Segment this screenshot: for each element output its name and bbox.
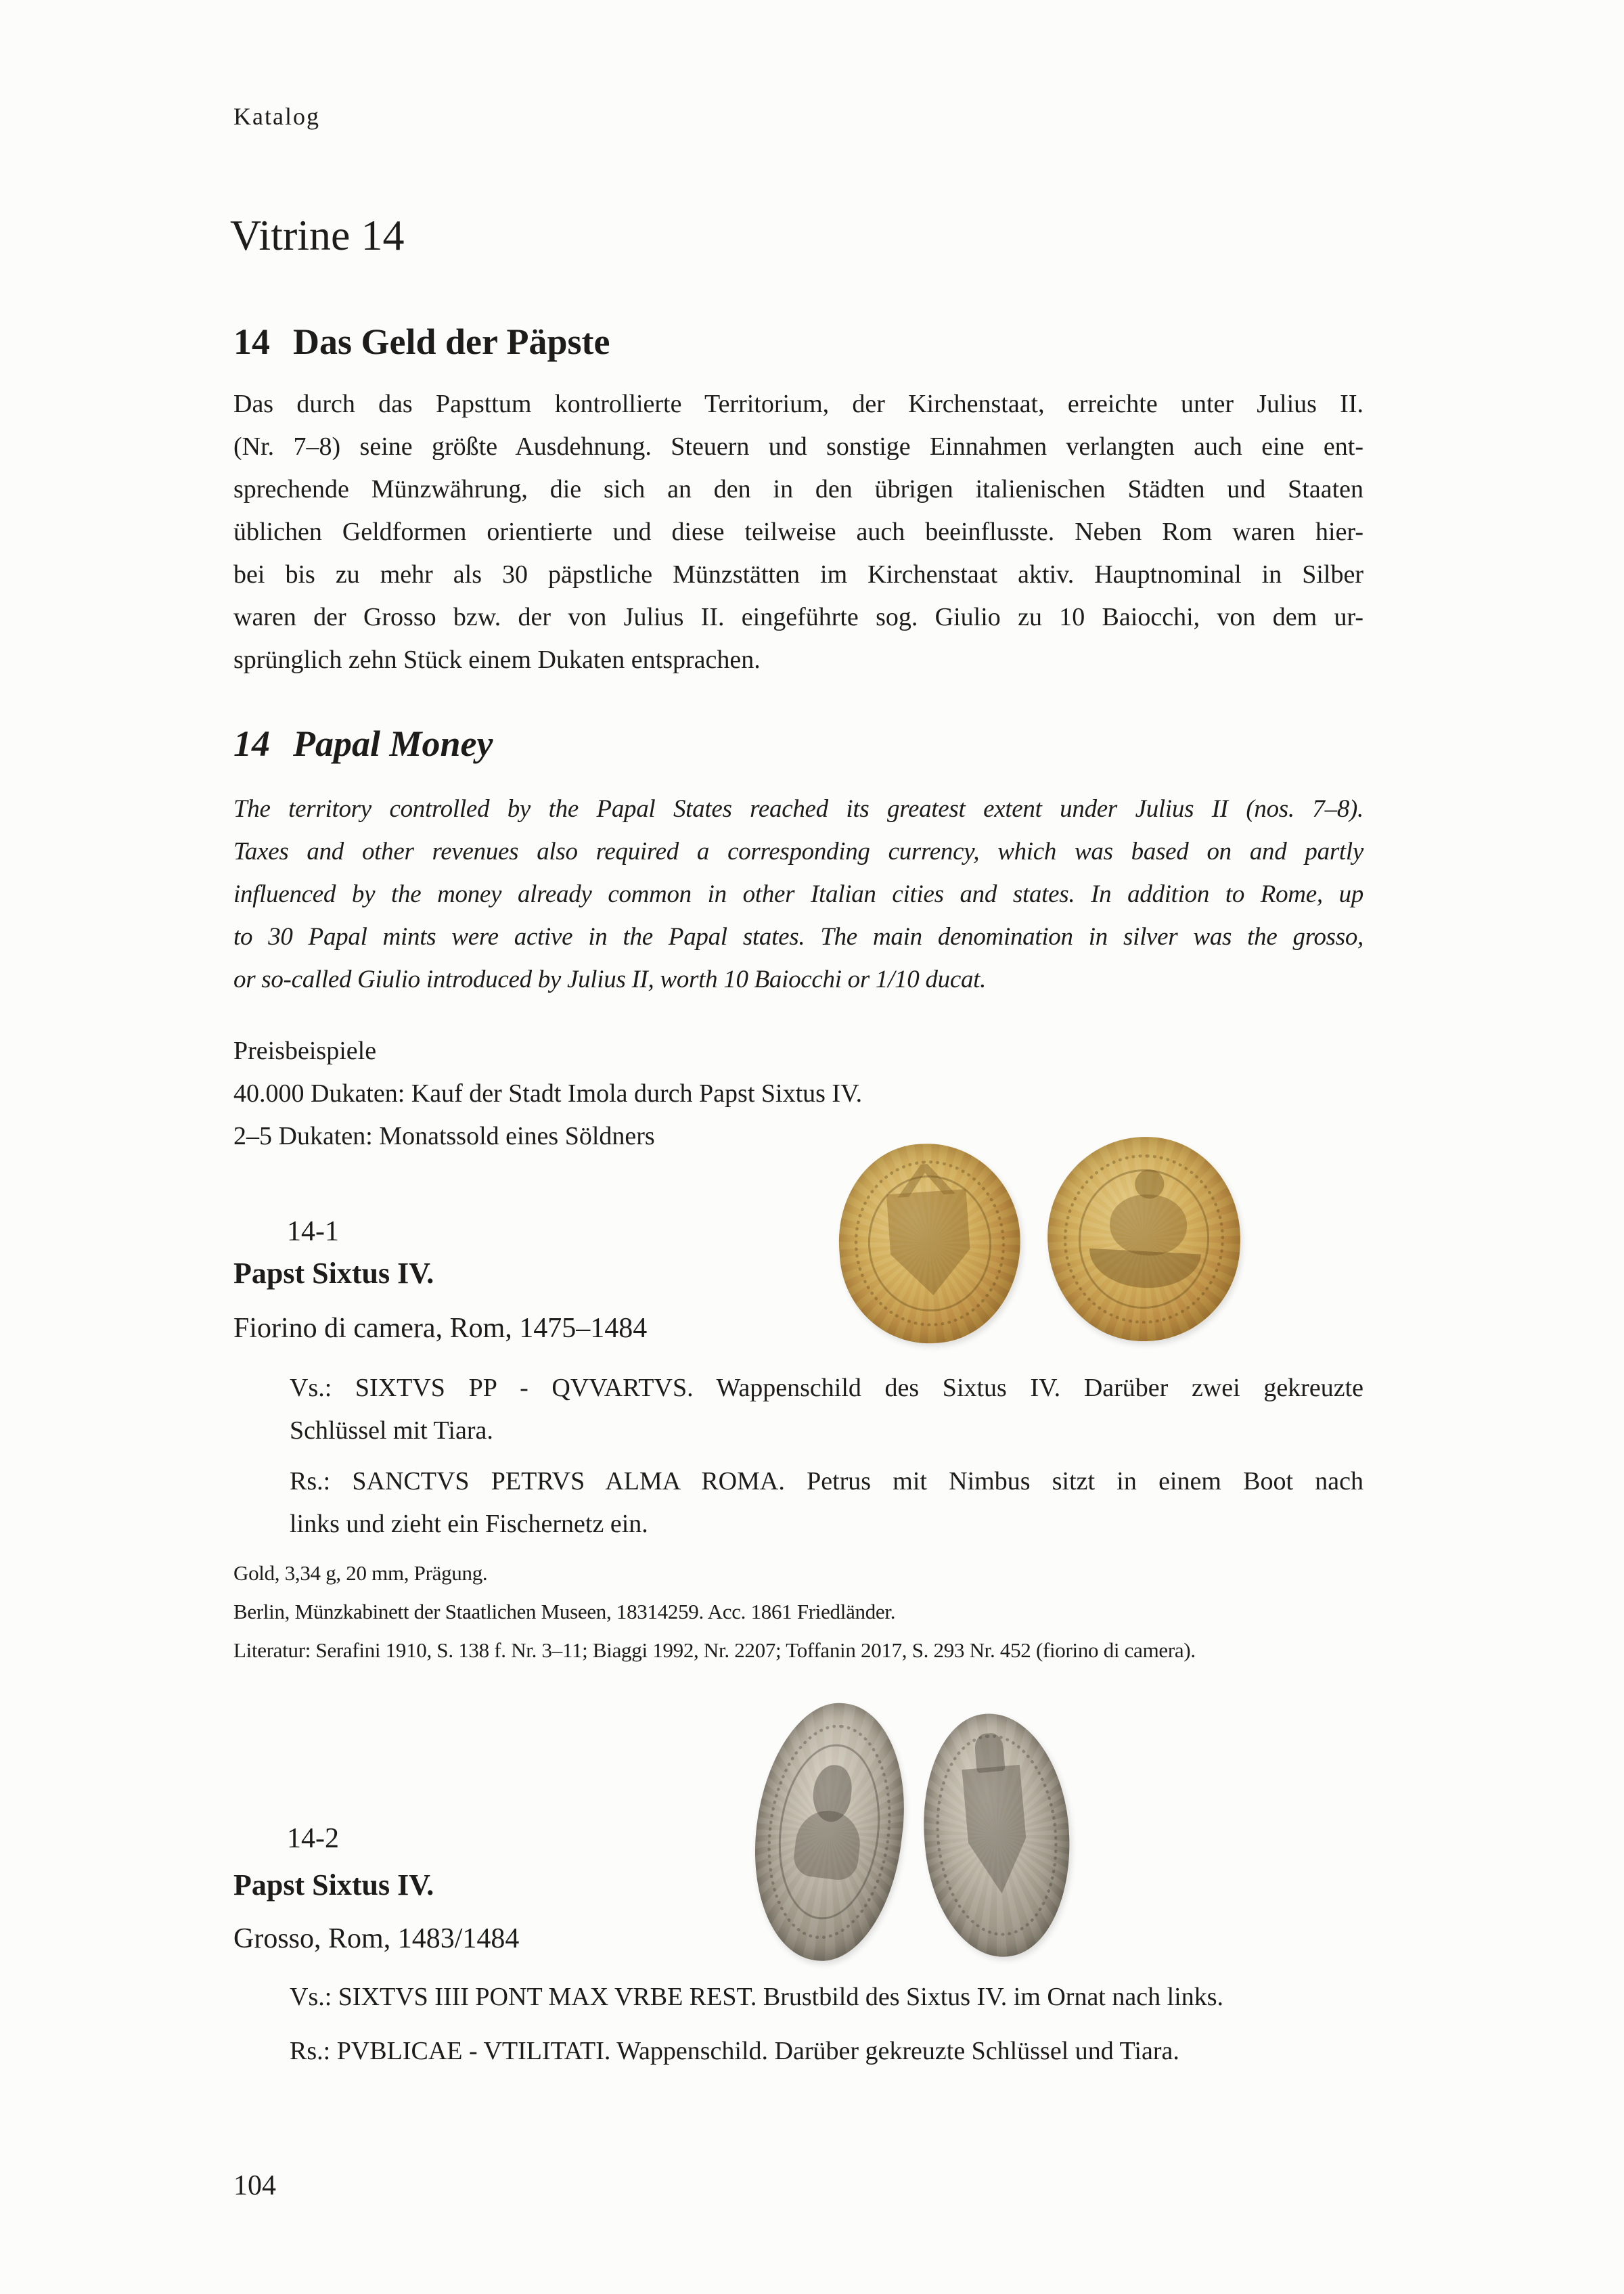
entry-14-2-reverse: [290, 2030, 1179, 2073]
entry-title-14-2: Papst Sixtus IV.: [233, 1868, 434, 1902]
entry-subtitle-14-1: Fiorino di camera, Rom, 1475–1484: [233, 1313, 648, 1344]
silver-coin-obverse-photo: [742, 1694, 918, 1969]
detail-line: Literatur: Serafini 1910, S. 138 f. Nr. 3–11; Biaggi 1992, Nr. 2207; Toffanin 2017, S. 293 Nr. 452 (fiorino di camera).: [233, 1638, 1196, 1662]
text-line: to 30 Papal mints were active in the Papal states. The main denomination in silver was the grosso,: [233, 923, 1363, 951]
text-line: Taxes and other revenues also required a corresponding currency, which was based on and partly: [233, 838, 1363, 865]
text-line: Schlüssel mit Tiara.: [290, 1416, 493, 1445]
section-heading-en: [233, 723, 493, 765]
section-heading-de: [233, 321, 610, 363]
text-line: Vs.: SIXTVS PP - QVVARTVS. Wappenschild des Sixtus IV. Darüber zwei gekreuzte: [290, 1374, 1363, 1402]
text-line: Rs.: SANCTVS PETRVS ALMA ROMA. Petrus mit Nimbus sitzt in einem Boot nach: [290, 1467, 1363, 1495]
text-line: sprechende Münzwährung, die sich an den in den übrigen italienischen Städten und Staaten: [233, 475, 1363, 503]
entry-number-14-2: 14-2: [287, 1823, 339, 1854]
entry-number-14-1: 14-1: [287, 1216, 339, 1247]
entry-14-2-obverse: [290, 1976, 1223, 2019]
text-line: influenced by the money already common in other Italian cities and states. In addition to Rome, up: [233, 880, 1363, 908]
price-example-line: 2–5 Dukaten: Monatssold eines Söldners: [233, 1122, 655, 1150]
chapter-title: Vitrine 14: [230, 211, 405, 259]
entry-subtitle-14-2: Grosso, Rom, 1483/1484: [233, 1923, 520, 1954]
text-line: waren der Grosso bzw. der von Julius II. eingeführte sog. Giulio zu 10 Baiocchi, von dem ur-: [233, 603, 1363, 631]
price-examples-heading: Preisbeispiele: [233, 1037, 377, 1065]
coin-photos-14-1: [839, 1137, 1245, 1353]
gold-coin-obverse-photo: [832, 1138, 1027, 1349]
entry-14-1-details: [233, 1554, 1196, 1669]
entry-title-14-1: Papst Sixtus IV.: [233, 1257, 434, 1290]
silver-coin-reverse-photo: [914, 1707, 1080, 1962]
section-title-de: Das Geld der Päpste: [293, 321, 610, 362]
detail-line: Berlin, Münzkabinett der Staatlichen Museen, 18314259. Acc. 1861 Friedländer.: [233, 1600, 896, 1623]
text-line: Das durch das Papsttum kontrollierte Territorium, der Kirchenstaat, erreichte unter Julius II.: [233, 390, 1363, 418]
entry-14-1-reverse: [290, 1460, 1363, 1546]
coin-photos-14-2: [757, 1697, 1075, 1968]
running-head: Katalog: [233, 103, 320, 130]
section-number-en: 14: [233, 723, 270, 764]
page-number: 104: [233, 2170, 276, 2201]
text-line: links und zieht ein Fischernetz ein.: [290, 1510, 648, 1538]
price-example-line: 40.000 Dukaten: Kauf der Stadt Imola durch Papst Sixtus IV.: [233, 1079, 863, 1108]
paragraph-en: [233, 788, 1363, 1001]
text-line: The territory controlled by the Papal States reached its greatest extent under Julius II (nos. 7–8).: [233, 795, 1363, 823]
detail-line: Gold, 3,34 g, 20 mm, Prägung.: [233, 1561, 488, 1585]
text-line: Vs.: SIXTVS IIII PONT MAX VRBE REST. Brustbild des Sixtus IV. im Ornat nach links.: [290, 1983, 1224, 2011]
paragraph-de: [233, 383, 1363, 681]
text-line: üblichen Geldformen orientierte und diese teilweise auch beeinflusste. Neben Rom waren hier-: [233, 518, 1363, 546]
text-line: or so-called Giulio introduced by Julius II, worth 10 Baiocchi or 1/10 ducat.: [233, 966, 987, 993]
text-line: sprünglich zehn Stück einem Dukaten entsprachen.: [233, 646, 761, 674]
section-number-de: 14: [233, 321, 270, 362]
gold-coin-reverse-photo: [1042, 1132, 1245, 1347]
entry-14-1-obverse: [290, 1367, 1363, 1452]
text-line: (Nr. 7–8) seine größte Ausdehnung. Steuern und sonstige Einnahmen verlangten auch eine ent-: [233, 432, 1363, 461]
section-title-en: Papal Money: [293, 723, 493, 764]
text-line: Rs.: PVBLICAE - VTILITATI. Wappenschild. Darüber gekreuzte Schlüssel und Tiara.: [290, 2037, 1179, 2065]
price-examples: [233, 1030, 862, 1158]
text-line: bei bis zu mehr als 30 päpstliche Münzstätten im Kirchenstaat aktiv. Hauptnominal in Silber: [233, 560, 1363, 589]
